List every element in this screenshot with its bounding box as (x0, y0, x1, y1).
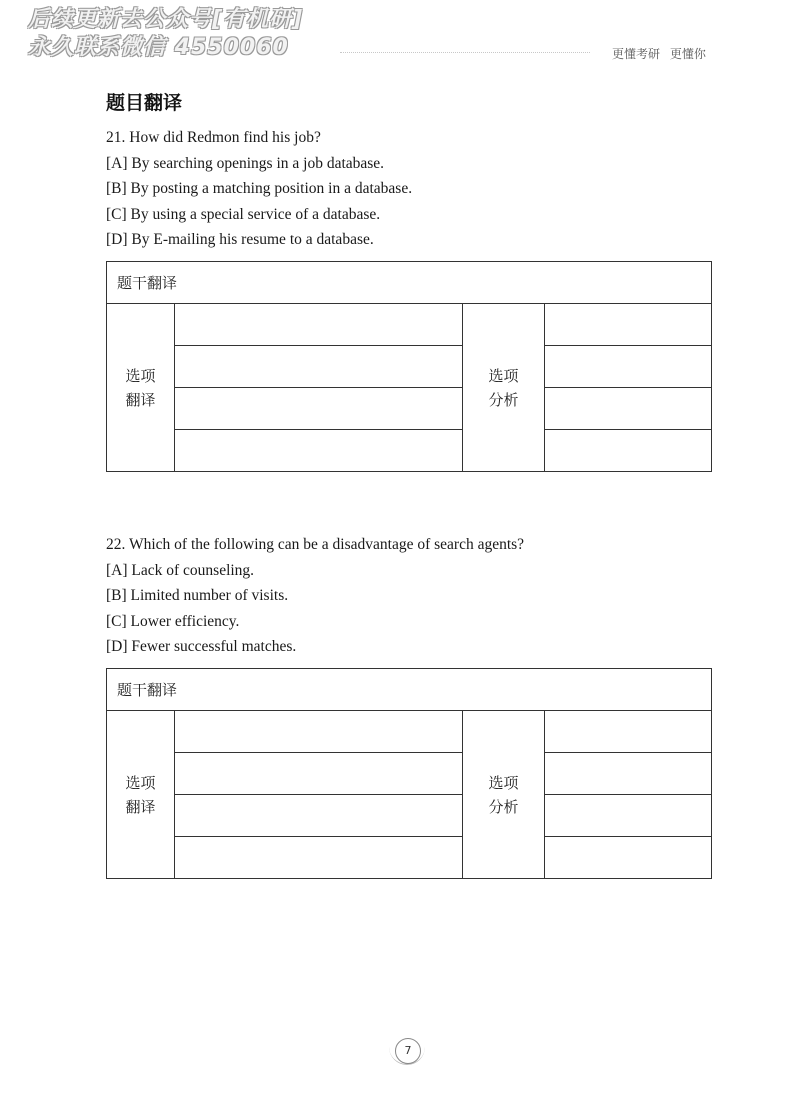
question-stem: 21. How did Redmon find his job? (106, 129, 321, 146)
watermark-line-1: 后续更新去公众号[有机研] (28, 7, 304, 32)
option-analysis-cell[interactable] (545, 795, 712, 837)
option-translation-label: 选项 翻译 (107, 304, 175, 472)
option-analysis-cell[interactable] (545, 753, 712, 795)
option-analysis-cell[interactable] (545, 304, 712, 346)
option-translation-cell[interactable] (175, 388, 463, 430)
option-translation-label: 选项 翻译 (107, 711, 175, 879)
watermark (28, 6, 303, 62)
watermark-line-2: 永久联系微信 4550060 (28, 35, 289, 60)
option-translation-cell[interactable] (175, 837, 463, 879)
option-translation-cell[interactable] (175, 346, 463, 388)
option-d: [D] Fewer successful matches. (106, 638, 297, 655)
option-a: [A] Lack of counseling. (106, 561, 255, 579)
question-22 (106, 532, 726, 660)
option-analysis-cell[interactable] (545, 837, 712, 879)
stem-translation-header: 题干翻译 (107, 669, 712, 711)
header-slogan: 更懂考研 更懂你 (612, 47, 706, 61)
header-divider (340, 52, 590, 53)
option-analysis-cell[interactable] (545, 346, 712, 388)
option-a: [A] By searching openings in a job database. (106, 154, 385, 172)
answer-table-21 (106, 261, 712, 472)
option-analysis-label: 选项 分析 (463, 711, 545, 879)
option-translation-cell[interactable] (175, 753, 463, 795)
question-21 (106, 125, 726, 253)
option-analysis-label: 选项 分析 (463, 304, 545, 472)
stem-translation-header: 题干翻译 (107, 262, 712, 304)
option-translation-cell[interactable] (175, 430, 463, 472)
option-b: [B] By posting a matching position in a database. (106, 180, 413, 197)
option-c: [C] By using a special service of a database. (106, 205, 381, 223)
option-analysis-cell[interactable] (545, 430, 712, 472)
section-title: 题目翻译 (106, 92, 183, 114)
option-analysis-cell[interactable] (545, 711, 712, 753)
option-analysis-cell[interactable] (545, 388, 712, 430)
page-number: 7 (395, 1038, 421, 1064)
question-stem: 22. Which of the following can be a disadvantage of search agents? (106, 536, 525, 553)
option-translation-cell[interactable] (175, 711, 463, 753)
option-translation-cell[interactable] (175, 795, 463, 837)
option-d: [D] By E-mailing his resume to a database. (106, 231, 374, 248)
option-translation-cell[interactable] (175, 304, 463, 346)
option-b: [B] Limited number of visits. (106, 587, 289, 604)
option-c: [C] Lower efficiency. (106, 612, 240, 630)
answer-table-22 (106, 668, 712, 879)
